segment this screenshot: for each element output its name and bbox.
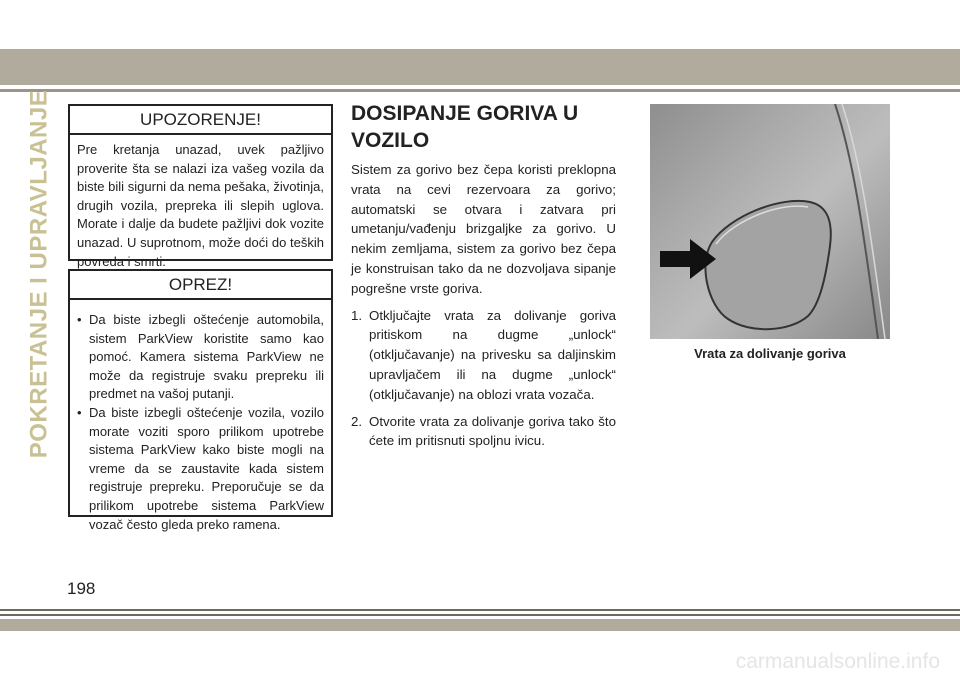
warning-box <box>68 104 333 269</box>
step-text: Otključajte vrata za dolivanje goriva pritiskom na dugme „unlock“ (otključavanje) na privesku sa daljinskim upravljačem ili na dugme „unlock“ (otključavanje) na oblozi vrata vozača. <box>369 307 616 402</box>
figure-caption: Vrata za dolivanje goriva <box>694 346 846 361</box>
caution-title: OPREZ! <box>70 271 331 300</box>
fuel-door-illustration <box>650 104 890 339</box>
fuel-door-photo <box>650 104 890 339</box>
chapter-side-tab <box>22 89 56 459</box>
caution-bullet <box>77 311 324 404</box>
section-body <box>351 160 616 451</box>
caution-body <box>70 300 331 542</box>
bullet-dot: • <box>77 312 82 327</box>
bottom-rule <box>0 609 960 611</box>
caution-bullet-text: Da biste izbegli oštećenje automobila, sistem ParkView koristite samo kao pomoć. Kamera sistema ParkView ne može da registruje svaku prepreku ili predmet na vašoj putanji. <box>89 312 324 402</box>
warning-text: Pre kretanja unazad, uvek pažljivo proverite šta se nalazi iza vašeg vozila da biste bili sigurni da nema pešaka, životinja, drugih vozila, prepreka ili slepih uglova. Morate i dalje da budete pažljivi dok vozite unazad. U suprotnom, može doći do teških povreda i smrti. <box>77 142 324 269</box>
top-rule <box>0 89 960 92</box>
arrow-right-icon <box>660 239 716 279</box>
chapter-title: POKRETANJE I UPRAVLJANJE <box>25 89 53 459</box>
caution-bullet <box>77 404 324 534</box>
page-number: 198 <box>67 579 96 598</box>
bullet-dot: • <box>77 404 82 420</box>
caution-box <box>68 269 333 532</box>
section-intro: Sistem za gorivo bez čepa koristi preklopna vrata na cevi rezervoara za gorivo; automatski se otvara i zatvara pri umetanju/vađenju brizgaljke za gorivo. U nekim zemljama, sistem za gorivo bez čepa je konstruisan tako da ne dozvoljava sipanje pogrešne vrste goriva. <box>351 162 616 296</box>
watermark-text: carmanualsonline.info <box>735 650 940 673</box>
step-item <box>351 306 616 405</box>
warning-title: UPOZORENJE! <box>70 106 331 135</box>
caution-bullet-text: Da biste izbegli oštećenje vozila, vozilo morate voziti sporo prilikom upotrebe sistema ParkView kako biste mogli na vreme da se zaustavite kada sistem registruje prepreku. Preporučuje se da prilikom upotrebe sistema ParkView vozač često gleda preko ramena. <box>89 404 324 532</box>
step-number: 1. <box>351 307 363 323</box>
step-number: 2. <box>351 413 363 429</box>
section-heading: DOSIPANJE GORIVA U VOZILO <box>351 102 579 152</box>
bottom-decor-band <box>0 619 960 631</box>
bottom-rule <box>0 614 960 616</box>
top-decor-band <box>0 49 960 85</box>
step-item <box>351 412 616 452</box>
step-text: Otvorite vrata za dolivanje goriva tako što ćete im pritisnuti spoljnu ivicu. <box>369 413 616 449</box>
